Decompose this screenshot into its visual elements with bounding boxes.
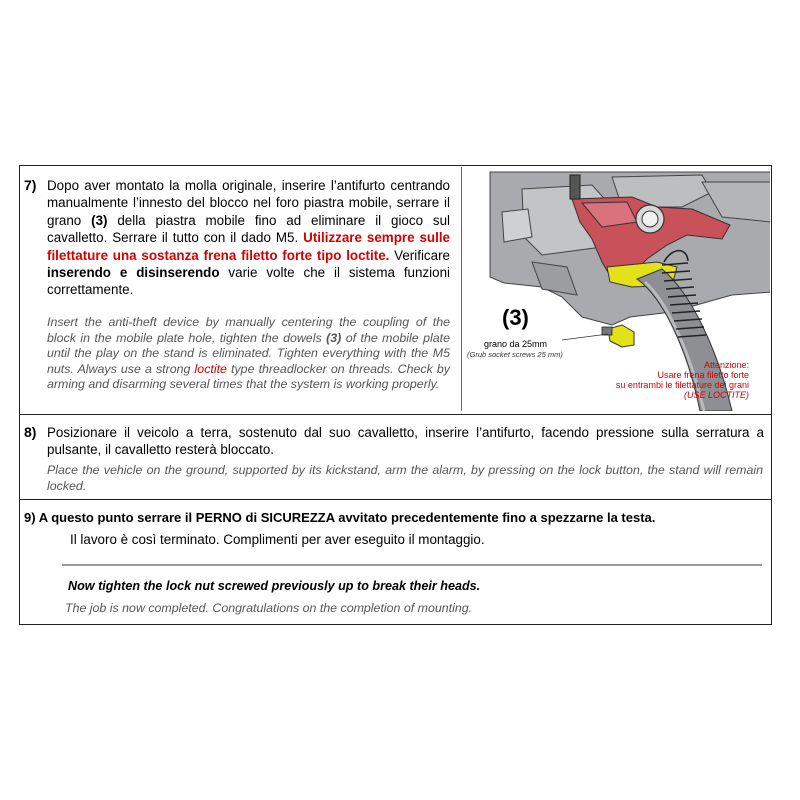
step-7-row bbox=[20, 166, 771, 415]
step-9-heading bbox=[24, 510, 655, 525]
label-grub-screw-it: grano da 25mm bbox=[484, 339, 548, 349]
step-7-text-block bbox=[24, 177, 450, 299]
step-7-warning: Utilizzare sempre sulle filettature una sostanza frena filetto forte tipo loctite. bbox=[47, 230, 450, 263]
label-grub-screw-en: (Grub socket screws 25 mm) bbox=[467, 350, 563, 359]
step-7-text-part3: Verificare bbox=[389, 247, 450, 263]
step-8-number: 8) bbox=[24, 424, 37, 440]
step-7-en-part2: of the mobile plate until the play on the stand is eliminated. Tighten everything with the M5 nuts. Always use a strong bbox=[47, 330, 451, 376]
step-8-english-text: Place the vehicle on the ground, supported by its kickstand, arm the alarm, by pressing on the lock button, the stand will remain locked. bbox=[47, 463, 763, 493]
warning-title: Attenzione: bbox=[703, 360, 749, 370]
callout-number-3: (3) bbox=[502, 305, 529, 330]
step-9-completion-text: Il lavoro è così terminato. Complimenti per aver eseguito il montaggio. bbox=[70, 532, 485, 547]
step-7-number: 7) bbox=[24, 177, 37, 193]
step-9-bold-text: A questo punto serrare il PERNO di SICUREZZA avvitato precedentemente fino a spezzarne la testa. bbox=[38, 510, 656, 525]
step-9-number: 9) bbox=[24, 510, 36, 525]
step-9-row bbox=[20, 500, 771, 625]
step-7-en-part3: type threadlocker on threads. Check by arming and disarming several times that the system is working properly. bbox=[47, 361, 450, 392]
step-9-english-bold: Now tighten the lock nut screwed previously up to break their heads. bbox=[68, 579, 481, 593]
step-9-english-completion: The job is now completed. Congratulations on the completion of mounting. bbox=[65, 601, 473, 615]
step-7-italian-text bbox=[47, 177, 450, 299]
step-7-text-part4: varie volte che il sistema funzioni correttamente. bbox=[47, 265, 450, 298]
step-8-text-block bbox=[24, 424, 764, 459]
step-7-english-text bbox=[47, 315, 450, 393]
step-8-row bbox=[20, 415, 771, 500]
warning-line-3: (USE LOCTITE) bbox=[683, 390, 749, 400]
warning-line-2: su entrambi le filettature dei grani bbox=[615, 380, 749, 390]
warning-line-1: Usare frena filetto forte bbox=[657, 370, 749, 380]
step-7-en-bold-ref: (3) bbox=[326, 330, 342, 345]
step-7-bold-phrase: inserendo e disinserendo bbox=[47, 265, 220, 281]
step-9-divider bbox=[62, 564, 762, 566]
step-7-text-part1: Dopo aver montato la molla originale, inserire l’antifurto centrando manualmente l’innesto del blocco nel foro piastra mobile, serrare il grano bbox=[47, 178, 450, 228]
step-7-illustration bbox=[461, 167, 770, 411]
step-7-bold-ref: (3) bbox=[91, 212, 108, 228]
step-8-italian-text: Posizionare il veicolo a terra, sostenuto dal suo cavalletto, inserire l’antifurto, facendo pressione sulla serratura a pulsante, il cavalletto resterà bloccato. bbox=[47, 425, 764, 458]
step-7-text-part2: della piastra mobile fino ad eliminare il gioco sul cavalletto. Serrare il tutto con il dado M5. bbox=[47, 212, 450, 246]
step-7-en-part1: Insert the anti-theft device by manually centering the coupling of the block in the mobile plate hole, tighten the dowels bbox=[47, 315, 450, 345]
instruction-sheet bbox=[19, 165, 772, 625]
step-7-en-loctite: loctite bbox=[194, 361, 227, 376]
